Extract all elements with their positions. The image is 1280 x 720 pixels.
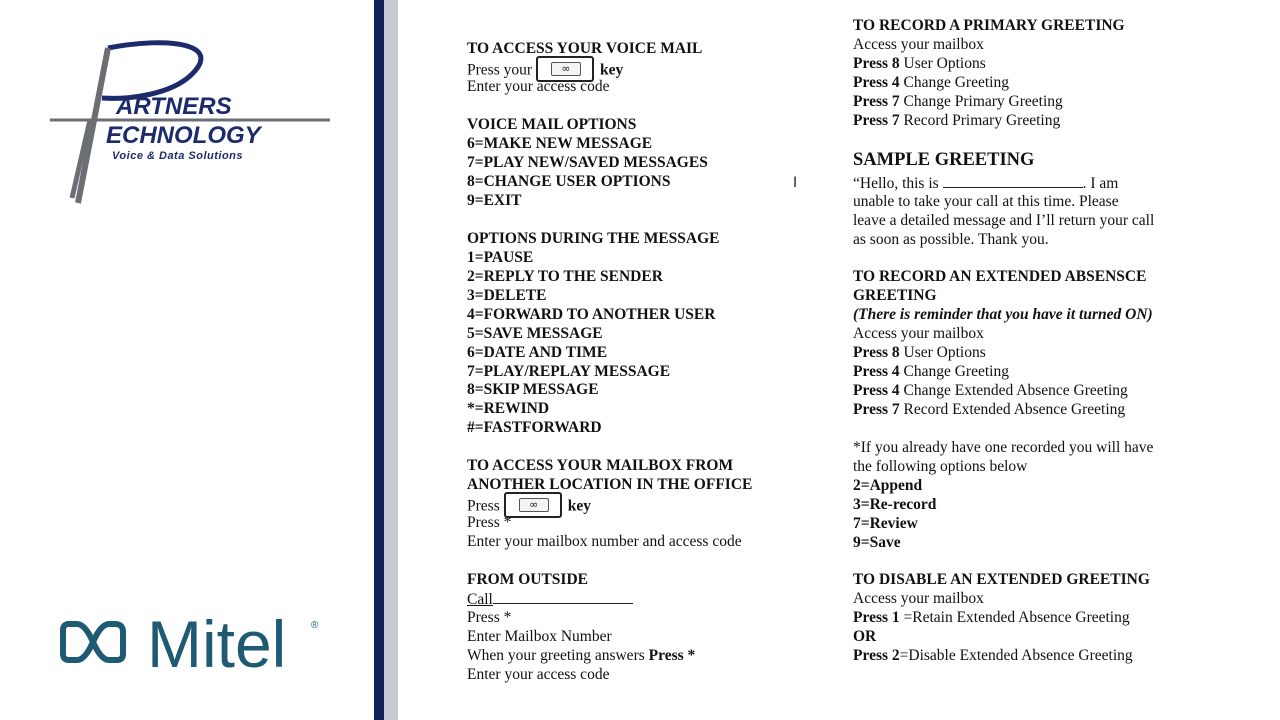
access-mailbox-line: Access your mailbox: [853, 325, 984, 342]
registered-mark: ®: [311, 620, 319, 631]
another-location-heading-2: ANOTHER LOCATION IN THE OFFICE: [467, 476, 753, 493]
access-mailbox-line: Access your mailbox: [853, 590, 984, 607]
option-item: 8=CHANGE USER OPTIONS: [467, 173, 671, 190]
press-star-line: Press *: [467, 514, 512, 531]
extended-step: Press 4 Change Greeting: [853, 363, 1009, 380]
extended-option: 3=Re-record: [853, 496, 937, 513]
disable-extended-heading: TO DISABLE AN EXTENDED GREETING: [853, 571, 1150, 588]
or-line: OR: [853, 628, 877, 645]
sample-line-2: unable to take your call at this time. Please: [853, 193, 1119, 210]
during-item: 2=REPLY TO THE SENDER: [467, 268, 663, 285]
extended-step: Press 8 User Options: [853, 344, 986, 361]
press-your-key-line: Press your ∞ key: [467, 58, 623, 84]
call-line: Call: [467, 589, 633, 609]
text-cursor-icon: I: [793, 175, 798, 191]
during-message-heading: OPTIONS DURING THE MESSAGE: [467, 230, 720, 247]
press-key-line: Press ∞ key: [467, 494, 591, 520]
technology-word: ECHNOLOGY: [106, 122, 261, 149]
sample-line-3: leave a detailed message and I’ll return your call: [853, 212, 1155, 229]
greeting-answers-line: When your greeting answers Press *: [467, 647, 696, 664]
during-item: 7=PLAY/REPLAY MESSAGE: [467, 363, 671, 380]
extended-step: Press 4 Change Extended Absence Greeting: [853, 382, 1128, 399]
during-item: *=REWIND: [467, 400, 550, 417]
disable-line: Press 2=Disable Extended Absence Greeting: [853, 647, 1133, 664]
enter-mailbox-number-line: Enter Mailbox Number: [467, 628, 612, 645]
divider-shadow: [384, 0, 398, 720]
extended-absence-heading-1: TO RECORD AN EXTENDED ABSENSCE: [853, 268, 1147, 285]
during-item: 1=PAUSE: [467, 249, 534, 266]
mitel-mark-icon: [63, 624, 123, 660]
option-item: 7=PLAY NEW/SAVED MESSAGES: [467, 154, 708, 171]
during-item: 5=SAVE MESSAGE: [467, 325, 603, 342]
extended-step: Press 7 Record Extended Absence Greeting: [853, 401, 1126, 418]
sample-line-4: as soon as possible. Thank you.: [853, 231, 1049, 248]
primary-step: Press 7 Record Primary Greeting: [853, 112, 1061, 129]
press-star-line: Press *: [467, 609, 512, 626]
during-item: 4=FORWARD TO ANOTHER USER: [467, 306, 716, 323]
extended-option: 2=Append: [853, 477, 923, 494]
retain-line: Press 1 =Retain Extended Absence Greeting: [853, 609, 1130, 626]
another-location-heading-1: TO ACCESS YOUR MAILBOX FROM: [467, 457, 734, 474]
from-outside-heading: FROM OUTSIDE: [467, 571, 588, 588]
mitel-word: Mitel: [147, 612, 287, 681]
option-item: 6=MAKE NEW MESSAGE: [467, 135, 653, 152]
sample-line-1: “Hello, this is . I am: [853, 175, 1119, 192]
call-number-blank: [493, 589, 633, 604]
during-item: 3=DELETE: [467, 287, 547, 304]
primary-step: Press 8 User Options: [853, 55, 986, 72]
extended-absence-note: (There is reminder that you have it turned ON): [853, 306, 1153, 323]
voicemail-key-icon: ∞: [536, 56, 594, 82]
access-voice-mail-heading: TO ACCESS YOUR VOICE MAIL: [467, 40, 703, 57]
access-mailbox-line: Access your mailbox: [853, 36, 984, 53]
extended-option: 7=Review: [853, 515, 918, 532]
partners-word: ARTNERS: [116, 93, 232, 120]
sample-greeting-heading: SAMPLE GREETING: [853, 150, 1035, 170]
voicemail-key-icon: ∞: [504, 492, 562, 518]
enter-access-code-line: Enter your access code: [467, 666, 610, 683]
primary-step: Press 4 Change Greeting: [853, 74, 1009, 91]
brand-panel: [0, 0, 374, 720]
already-recorded-line-2: the following options below: [853, 458, 1028, 475]
enter-mailbox-code-line: Enter your mailbox number and access code: [467, 533, 742, 550]
extended-option: 9=Save: [853, 534, 901, 551]
primary-step: Press 7 Change Primary Greeting: [853, 93, 1063, 110]
tagline: Voice & Data Solutions: [112, 150, 244, 162]
quick-reference-document: [398, 0, 1280, 720]
partners-technology-logo: [50, 38, 340, 208]
during-item: #=FASTFORWARD: [467, 419, 602, 436]
during-item: 6=DATE AND TIME: [467, 344, 608, 361]
extended-absence-heading-2: GREETING: [853, 287, 937, 304]
already-recorded-line-1: *If you already have one recorded you will have: [853, 439, 1154, 456]
enter-access-code-line: Enter your access code: [467, 78, 610, 95]
name-blank: [943, 173, 1083, 188]
during-item: 8=SKIP MESSAGE: [467, 381, 599, 398]
divider-bar: [374, 0, 384, 720]
primary-greeting-heading: TO RECORD A PRIMARY GREETING: [853, 17, 1125, 34]
voice-mail-options-heading: VOICE MAIL OPTIONS: [467, 116, 637, 133]
mitel-logo: [55, 612, 330, 687]
option-item: 9=EXIT: [467, 192, 522, 209]
